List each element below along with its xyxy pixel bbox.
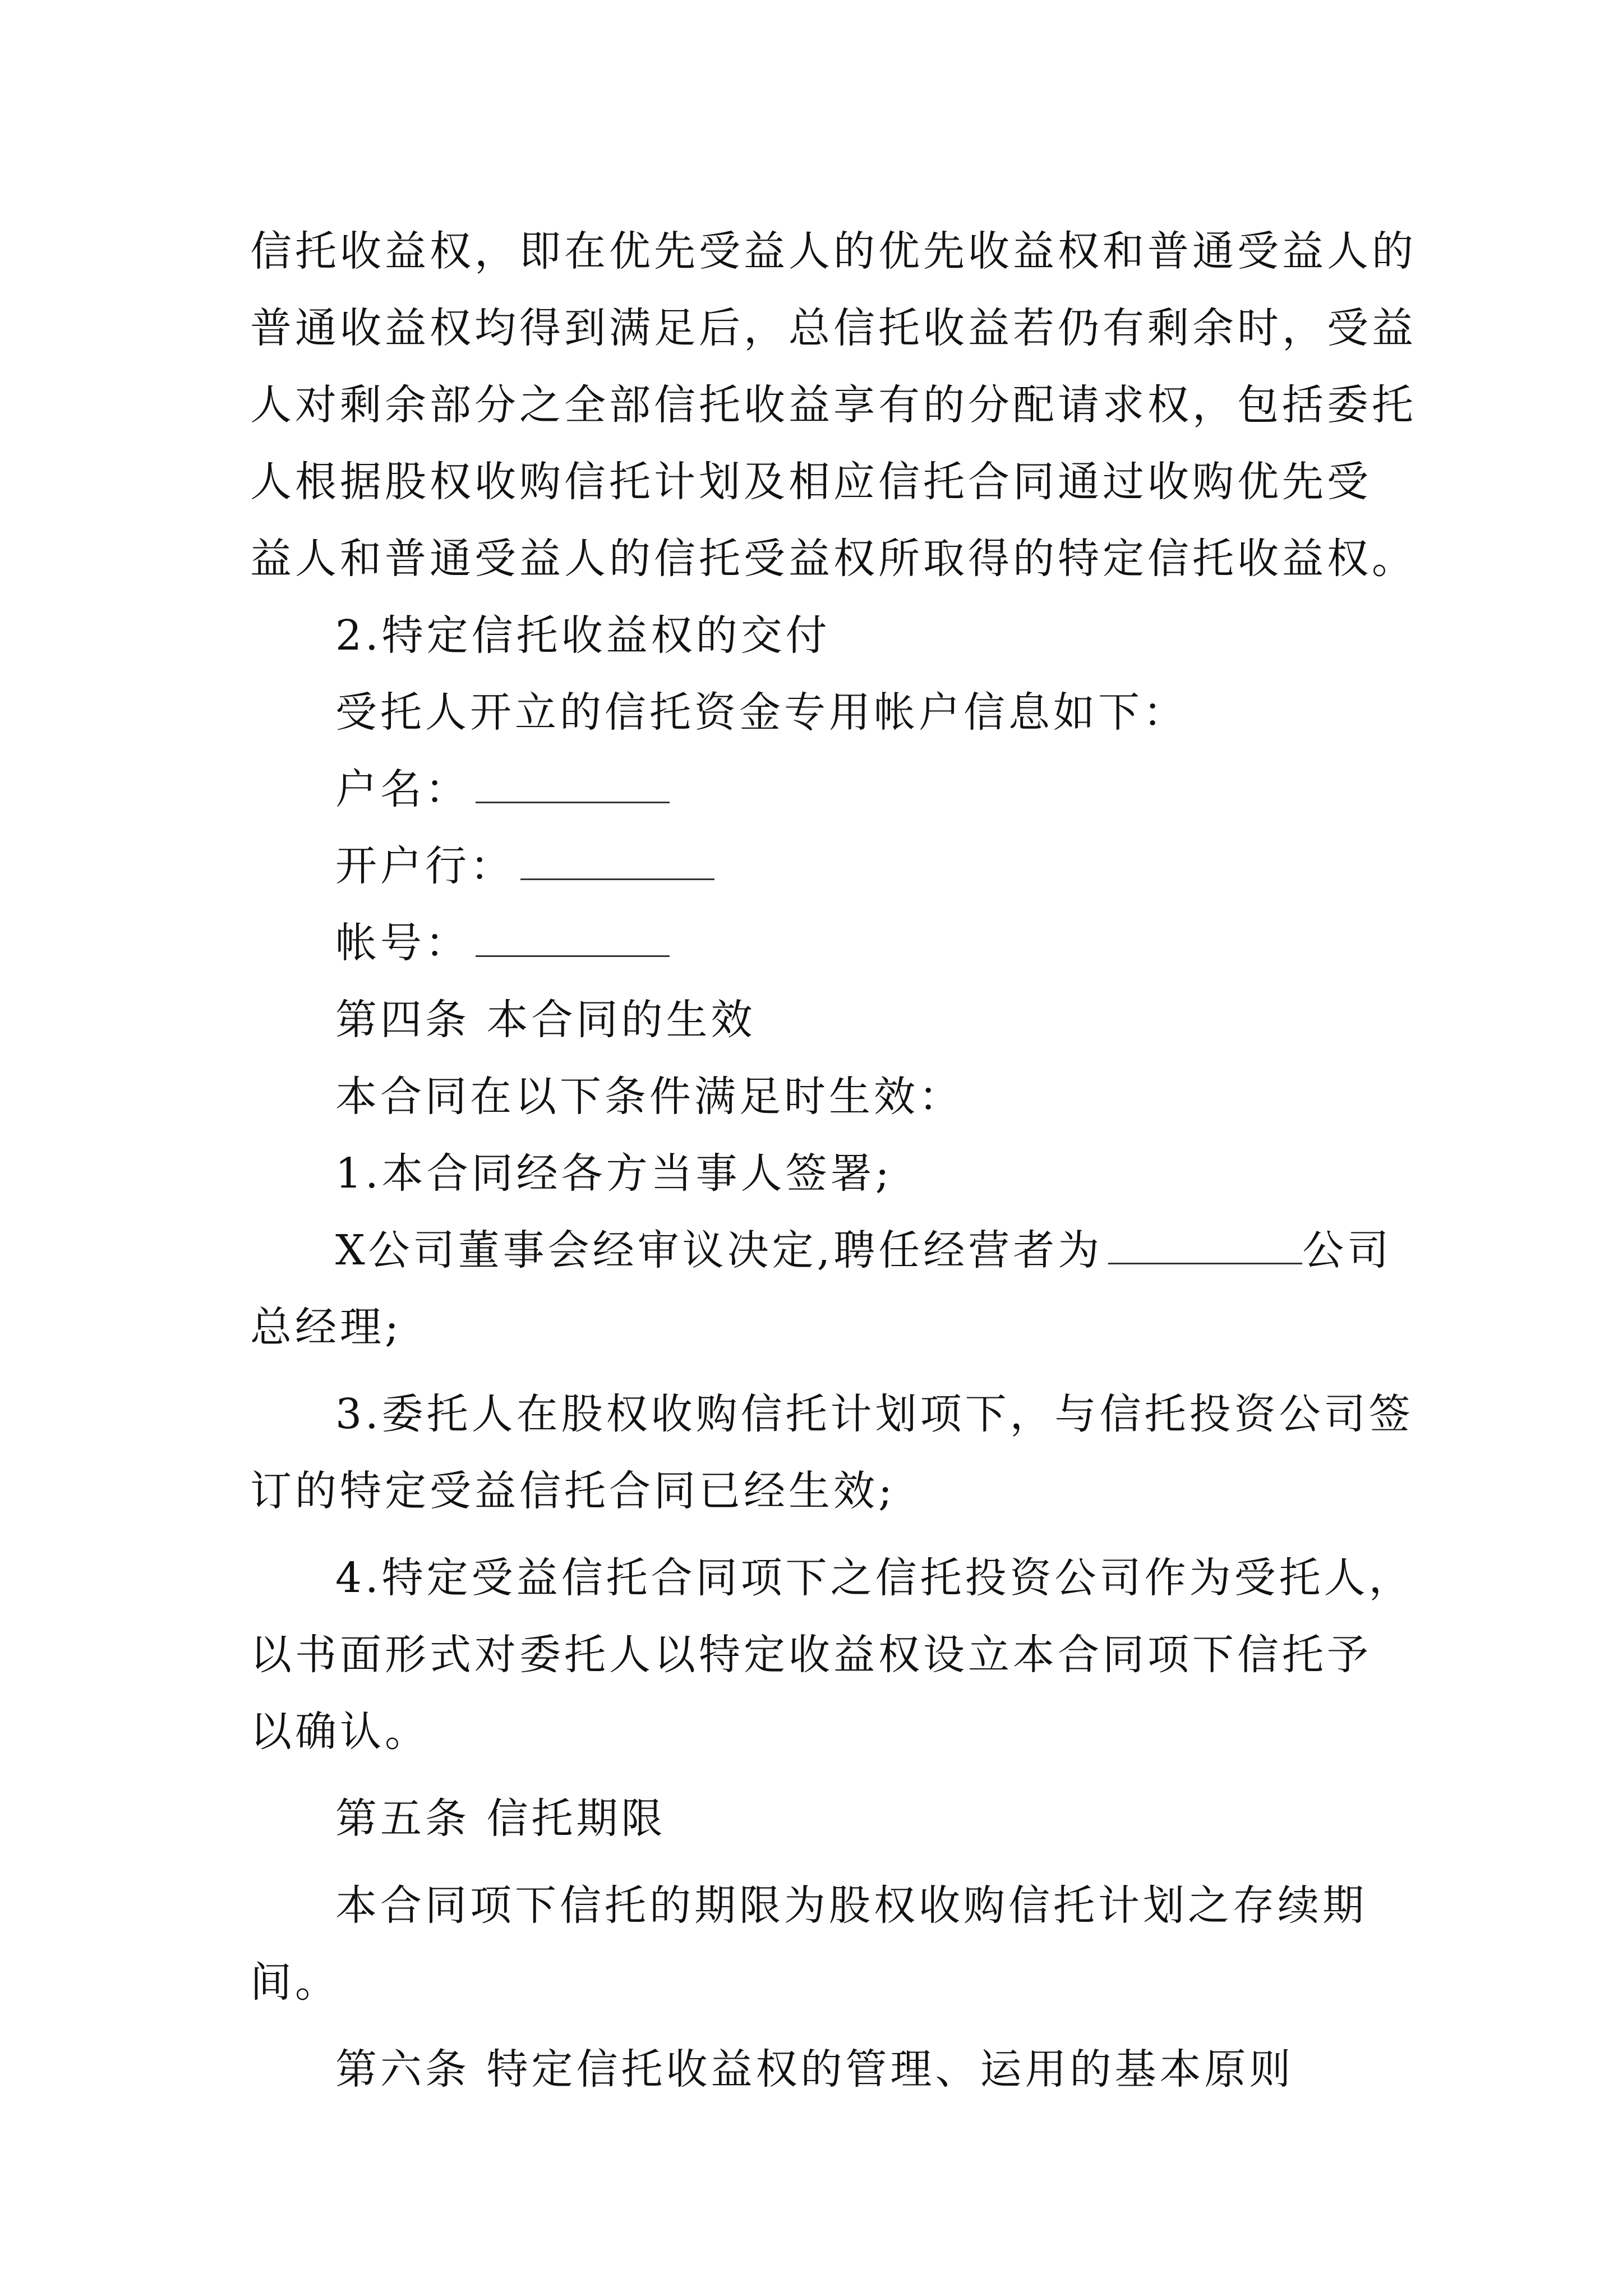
- document-body: [250, 213, 1417, 2108]
- manager-company-blank: [1108, 1229, 1302, 1264]
- body-line: 信托收益权，即在优先受益人的优先收益权和普通受益人的: [250, 227, 1417, 275]
- condition-2-line1: [250, 1212, 1393, 1289]
- condition-2-suffix: 公司: [1302, 1226, 1393, 1274]
- condition-3-line2: 订的特定受益信托合同已经生效;: [250, 1467, 896, 1515]
- body-line: 益人和普通受益人的信托受益权所取得的特定信托收益权。: [250, 535, 1417, 583]
- account-name-row: [250, 751, 1383, 828]
- body-line: 普通收益权均得到满足后，总信托收益若仍有剩余时，受益: [250, 304, 1417, 352]
- article-5-title: 第五条 信托期限: [335, 1795, 666, 1843]
- condition-4-line2: 以书面形式对委托人以特定收益权设立本合同项下信托予: [250, 1631, 1372, 1679]
- body-line: 人对剩余部分之全部信托收益享有的分配请求权，包括委托: [250, 381, 1417, 429]
- account-bank-row: [250, 828, 1383, 905]
- condition-4-line1: 4.特定受益信托合同项下之信托投资公司作为受托人，: [335, 1554, 1414, 1602]
- condition-2-line2: 总经理;: [250, 1303, 402, 1351]
- account-number-row: [250, 905, 1383, 982]
- account-number-label: 帐号：: [335, 919, 470, 967]
- article-4-intro: 本合同在以下条件满足时生效：: [335, 1073, 963, 1121]
- condition-4-line3: 以确认。: [250, 1708, 430, 1756]
- article-6-title: 第六条 特定信托收益权的管理、运用的基本原则: [335, 2045, 1294, 2093]
- condition-2-text: X公司董事会经审议决定,聘任经营者为: [335, 1226, 1103, 1274]
- account-intro: 受托人开立的信托资金专用帐户信息如下：: [335, 688, 1188, 737]
- section-2-title: 2.特定信托收益权的交付: [335, 611, 831, 660]
- account-number-blank: [476, 922, 670, 957]
- account-bank-label: 开户行：: [335, 842, 515, 890]
- account-bank-blank: [520, 845, 714, 880]
- article-5-line1: 本合同项下信托的期限为股权收购信托计划之存续期: [335, 1881, 1367, 1930]
- account-name-label: 户名：: [335, 765, 470, 813]
- body-line: 人根据股权收购信托计划及相应信托合同通过收购优先受: [250, 458, 1372, 506]
- account-name-blank: [476, 768, 670, 803]
- article-4-title: 第四条 本合同的生效: [335, 996, 756, 1044]
- condition-3-line1: 3.委托人在股权收购信托计划项下，与信托投资公司签: [335, 1390, 1414, 1438]
- article-5-line2: 间。: [250, 1958, 340, 2007]
- condition-1: 1.本合同经各方当事人签署;: [335, 1149, 893, 1198]
